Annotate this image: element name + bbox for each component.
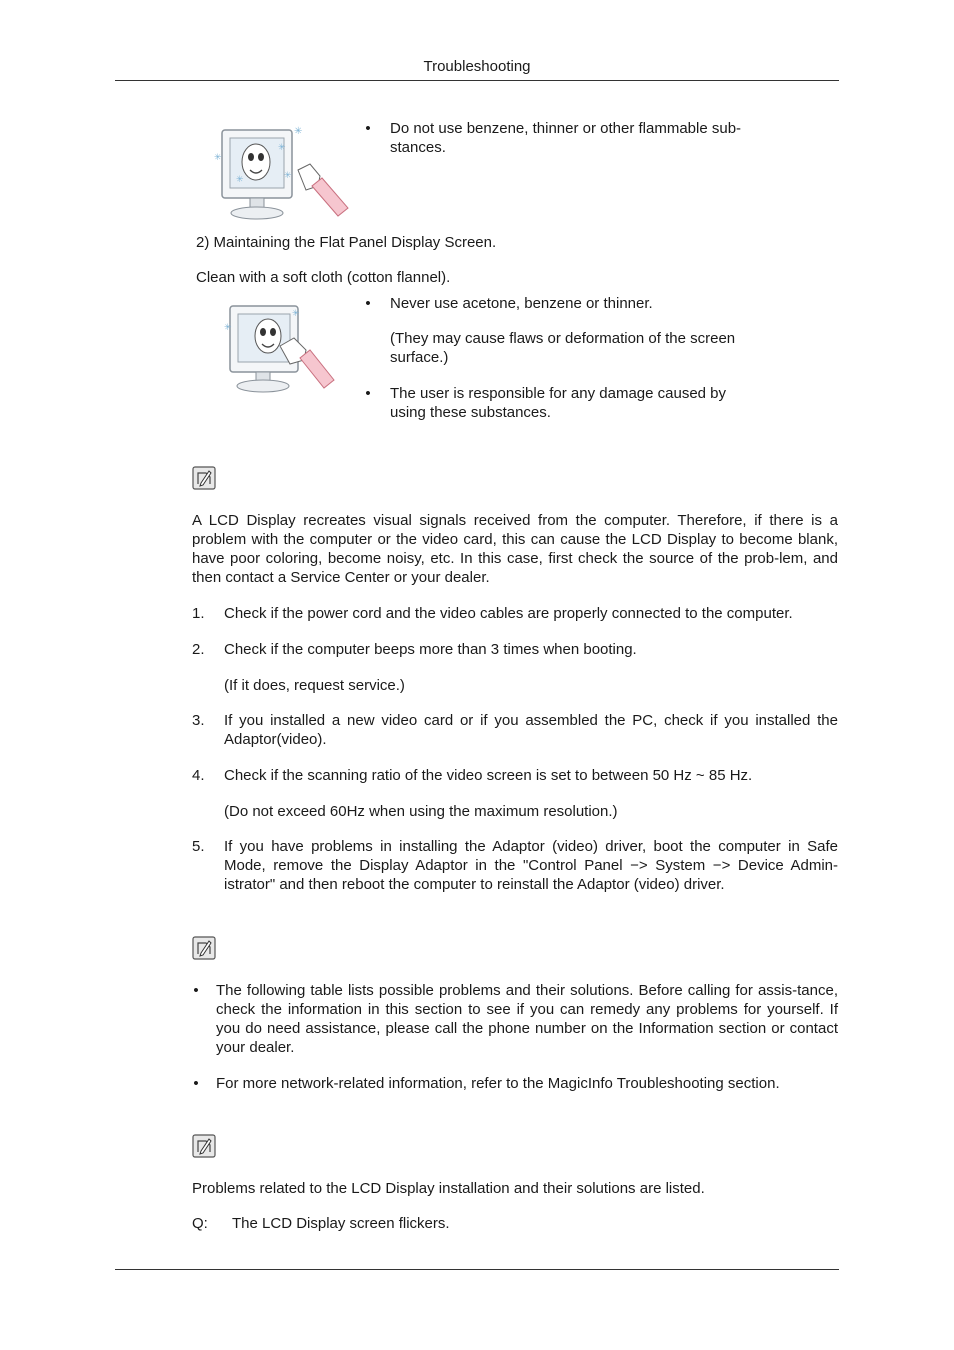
cleaning-bullet-flammable: Do not use benzene, thinner or other flammable sub- stances.	[390, 120, 742, 156]
list-number: 5.	[192, 838, 205, 855]
bullet-marker: •	[193, 1075, 199, 1092]
svg-text:✳: ✳	[214, 153, 222, 163]
bullet-marker: •	[193, 982, 199, 999]
header-rule	[115, 80, 839, 81]
svg-text:✳: ✳	[278, 143, 286, 153]
list-number: 3.	[192, 712, 205, 729]
monitor-cleaning-illustration-2	[218, 300, 338, 395]
cleaning-bullet-acetone-note: (They may cause flaws or deformation of the screen surface.)	[390, 330, 736, 366]
notes-bullet-table: The following table lists possible problems and their solutions. Before calling for assis-tance, check the information in this section to see if you can remedy any problems for yourself. If you do need assistance, please call the phone number on the Information section or contact your dealer.	[216, 982, 838, 1056]
svg-text:✳: ✳	[236, 175, 244, 185]
selftest-item-2-sub: (If it does, request service.)	[224, 677, 405, 694]
selftest-item-4-sub: (Do not exceed 60Hz when using the maximum resolution.)	[224, 803, 618, 820]
bullet-marker: •	[365, 385, 371, 402]
selftest-item-4: Check if the scanning ratio of the video screen is set to between 50 Hz ~ 85 Hz.	[224, 767, 753, 784]
svg-text:✳: ✳	[284, 171, 292, 181]
svg-text:✳: ✳	[294, 126, 303, 137]
cleaning-bullet-acetone: Never use acetone, benzene or thinner.	[390, 295, 653, 312]
selftest-intro: A LCD Display recreates visual signals received from the computer. Therefore, if there is a problem with the computer or the video card, this can cause the LCD Display to become blank, have poor coloring, become noisy, etc. In this case, first check the source of the prob-lem, and then contact a Service Center or your dealer.	[192, 512, 838, 586]
step2-intro: Clean with a soft cloth (cotton flannel).	[196, 269, 451, 286]
note-icon	[192, 936, 216, 960]
list-number: 2.	[192, 641, 205, 658]
note-icon	[192, 1134, 216, 1158]
question-label: Q:	[192, 1215, 208, 1232]
svg-text:✳: ✳	[224, 323, 232, 333]
svg-text:✳: ✳	[292, 309, 300, 319]
selftest-item-1: Check if the power cord and the video cables are properly connected to the computer.	[224, 605, 793, 622]
selftest-item-5: If you have problems in installing the Adaptor (video) driver, boot the computer in Safe Mode, remove the Display Adaptor in the "Control Panel −> System −> Device Admin-istrator" and then reboot the computer to reinstall the Adaptor (video) driver.	[224, 838, 838, 893]
question-text: The LCD Display screen flickers.	[232, 1215, 450, 1232]
bullet-marker: •	[365, 295, 371, 312]
note-icon	[192, 466, 216, 490]
selftest-item-2: Check if the computer beeps more than 3 times when booting.	[224, 641, 637, 658]
selftest-item-3: If you installed a new video card or if you assembled the PC, check if you installed the Adaptor(video).	[224, 712, 838, 748]
list-number: 4.	[192, 767, 205, 784]
step2-title: 2) Maintaining the Flat Panel Display Screen.	[196, 234, 497, 251]
cleaning-bullet-responsibility: The user is responsible for any damage caused by using these substances.	[390, 385, 727, 421]
install-intro: Problems related to the LCD Display installation and their solutions are listed.	[192, 1180, 705, 1197]
list-number: 1.	[192, 605, 205, 622]
page-header-title: Troubleshooting	[423, 58, 531, 75]
monitor-cleaning-illustration-1	[208, 120, 353, 225]
footer-rule	[115, 1269, 839, 1270]
bullet-marker: •	[365, 120, 371, 137]
notes-bullet-magicinfo: For more network-related information, refer to the MagicInfo Troubleshooting section.	[216, 1075, 780, 1092]
